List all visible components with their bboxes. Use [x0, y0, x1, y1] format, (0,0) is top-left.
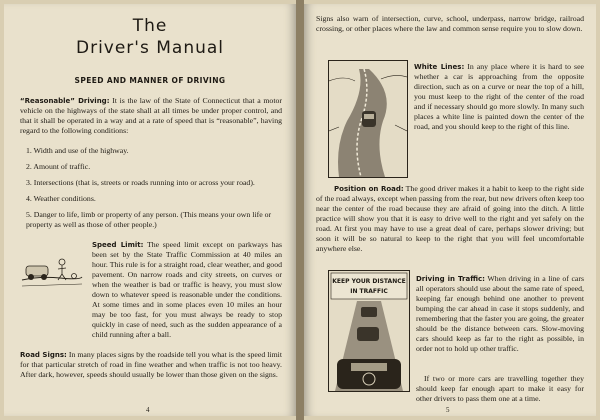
- right-page: [304, 4, 596, 416]
- page-number: 4: [146, 406, 150, 414]
- page-number: 5: [446, 406, 450, 414]
- speed-limit-label: Speed Limit:: [92, 241, 144, 249]
- traffic-sign-line-1: KEEP YOUR DISTANCE: [332, 278, 406, 285]
- condition-item: 3. Intersections (that is, streets or roads running into or across your road).: [26, 178, 255, 187]
- left-page: [4, 4, 296, 416]
- road-signs-text: In many places signs by the roadside tell you what is the speed limit for that particular stretch of road in fine weather and when traffic is not too heavy. After dark, however, speeds should usually be lower than those given on the signs.: [20, 350, 282, 379]
- condition-item: 4. Weather conditions.: [26, 194, 96, 203]
- speed-limit-paragraph: [92, 240, 282, 340]
- position-on-road-paragraph: [316, 184, 584, 254]
- book-gutter: [296, 0, 304, 420]
- road-signs-label: Road Signs:: [20, 351, 67, 359]
- driving-in-traffic-label: Driving in Traffic:: [416, 275, 485, 283]
- title-line-2: Driver's Manual: [75, 38, 225, 58]
- condition-item: 5. Danger to life, limb or property of any person. (This means your own life or property as well as those of other people.): [26, 210, 272, 229]
- road-signs-paragraph: [20, 350, 282, 380]
- traffic-sign-line-2: IN TRAFFIC: [350, 288, 388, 295]
- driving-in-traffic-paragraph: [416, 274, 584, 354]
- position-on-road-text: The good driver makes it a habit to keep to the right side of the road always, except when passing from the rear, but new drivers often keep too near the center of the road because they are afraid of going into the ditch. A little practice will show you that it is easy to drive well to the right and yet safely on the road. At first you may have to use a great deal of care, perhaps slower driving; but soon it will be so natural to keep to the right that you will feel uncomfortable anywhere else.: [316, 184, 584, 253]
- title-line-1: The: [132, 16, 168, 36]
- keep-distance-illustration: [328, 270, 410, 392]
- speed-limit-text: The speed limit except on parkways has been set by the State Traffic Commission at 40 miles an hour. This rule is for a straight road, clear weather, and good pavement. On narrow roads and city streets, on curves or when the weather is bad or traffic is heavy, you must slow down to whatever speed is reasonable under the conditions. At some times and in some places even 10 miles an hour may be too fast, for you must always be ready to stop quickly in case of need, such as the sudden appearance of a child running after a ball.: [92, 240, 282, 339]
- white-lines-label: White Lines:: [414, 63, 465, 71]
- driving-in-traffic-text: When driving in a line of cars all operators should use about the same rate of speed, keeping far enough behind one another to prevent bumping the car ahead in case it stops suddenly, and remembering that the faster you are going, the greater should be the distance between cars. Slow-moving cars should keep as far to the right as possible, in order not to hold up other traffic.: [416, 274, 584, 353]
- children-crossing-illustration: [20, 250, 84, 288]
- condition-item: 2. Amount of traffic.: [26, 162, 91, 171]
- reasonable-driving-text: It is the law of the State of Connecticut that a motor vehicle on the highways of the state shall at all times be under proper control, and that it shall be operated in a way and at a rate of speed that is “reasonable”, having regard to the following conditions:: [20, 96, 282, 135]
- road-signs-continued-text: Signs also warn of intersection, curve, school, underpass, narrow bridge, railroad crossing, or other places where the law and common sense require you to slow down.: [316, 14, 584, 33]
- winding-road-illustration: [328, 60, 408, 178]
- cars-travelling-together-text: If two or more cars are travelling together they should keep far enough apart to make it easy for other drivers to pass them one at a time.: [416, 374, 584, 403]
- reasonable-driving-paragraph: [20, 96, 282, 136]
- position-on-road-label: Position on Road:: [334, 185, 404, 193]
- reasonable-driving-label: “Reasonable” Driving:: [20, 97, 110, 105]
- white-lines-paragraph: [414, 62, 584, 132]
- white-lines-text: In any place where it is hard to see whether a car is approaching from the opposite direction, such as on a curve or near the top of a hill, you must keep to the right of the center of the road and if necessary should go more slowly. In many such places a white line is painted down the center of the road, and you should keep to the right of this line.: [414, 62, 585, 131]
- section-heading: SPEED AND MANNER OF DRIVING: [74, 76, 226, 85]
- condition-item: 1. Width and use of the highway.: [26, 146, 129, 155]
- conditions-list: [26, 146, 282, 230]
